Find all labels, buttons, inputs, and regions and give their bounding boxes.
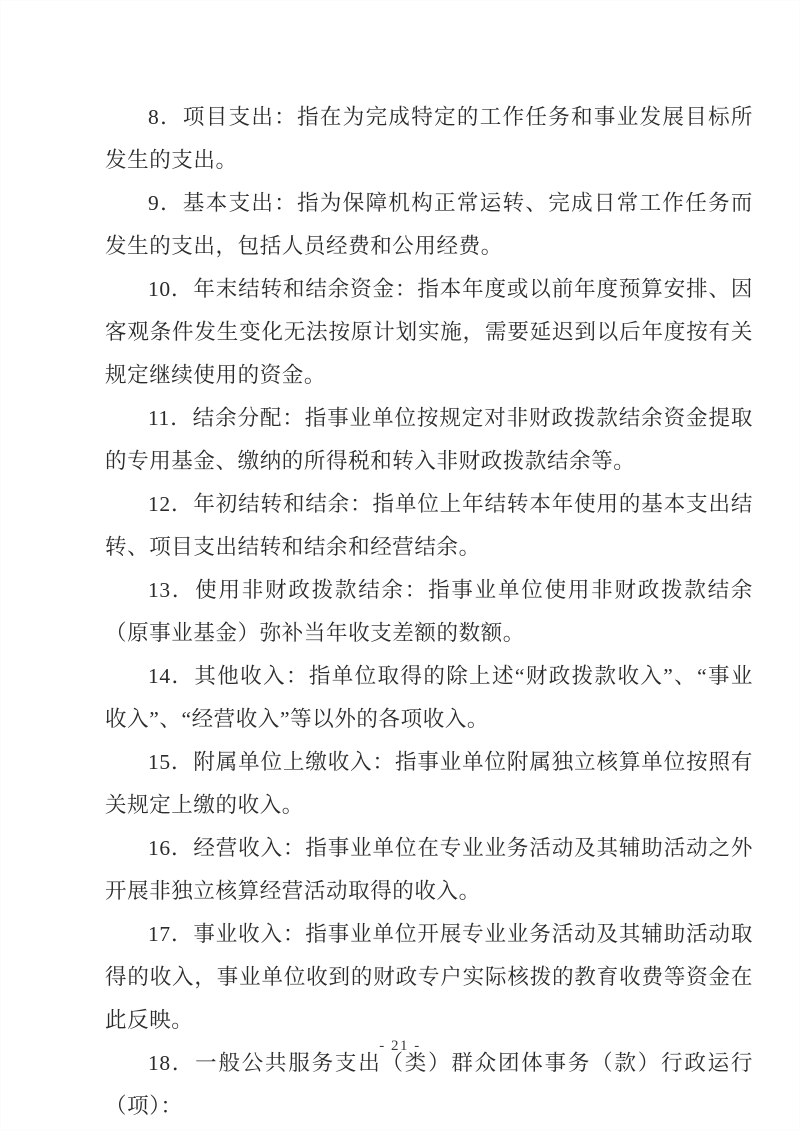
- paragraph-item-12: 12．年初结转和结余：指单位上年结转本年使用的基本支出结转、项目支出结转和结余和经营结余。: [105, 492, 753, 559]
- paragraph-item-10: 10．年末结转和结余资金：指本年度或以前年度预算安排、因客观条件发生变化无法按原计划实施，需要延迟到以后年度按有关规定继续使用的资金。: [105, 277, 753, 387]
- paragraph-item-15: 15．附属单位上缴收入：指事业单位附属独立核算单位按照有关规定上缴的收入。: [105, 750, 753, 817]
- paragraph-item-17: 17．事业收入：指事业单位开展专业业务活动及其辅助活动取得的收入，事业单位收到的财政专户实际核拨的教育收费等资金在此反映。: [105, 922, 753, 1032]
- paragraph-item-14: 14．其他收入：指单位取得的除上述“财政拨款收入”、“事业收入”、“经营收入”等以外的各项收入。: [105, 664, 753, 731]
- paragraph-item-13: 13．使用非财政拨款结余：指事业单位使用非财政拨款结余（原事业基金）弥补当年收支差额的数额。: [105, 578, 753, 645]
- paragraph-item-9: 9．基本支出：指为保障机构正常运转、完成日常工作任务而发生的支出，包括人员经费和公用经费。: [105, 191, 753, 258]
- paragraph-item-16: 16．经营收入：指事业单位在专业业务活动及其辅助活动之外开展非独立核算经营活动取得的收入。: [105, 836, 753, 903]
- paragraph-item-11: 11．结余分配：指事业单位按规定对非财政拨款结余资金提取的专用基金、缴纳的所得税和转入非财政拨款结余等。: [105, 406, 753, 473]
- paragraph-item-8: 8．项目支出：指在为完成特定的工作任务和事业发展目标所发生的支出。: [105, 105, 753, 172]
- document-body-text: [105, 96, 753, 1128]
- page-number: - 21 -: [379, 1038, 421, 1054]
- paragraph-item-18: 18．一般公共服务支出（类）群众团体事务（款）行政运行（项）：: [105, 1051, 753, 1118]
